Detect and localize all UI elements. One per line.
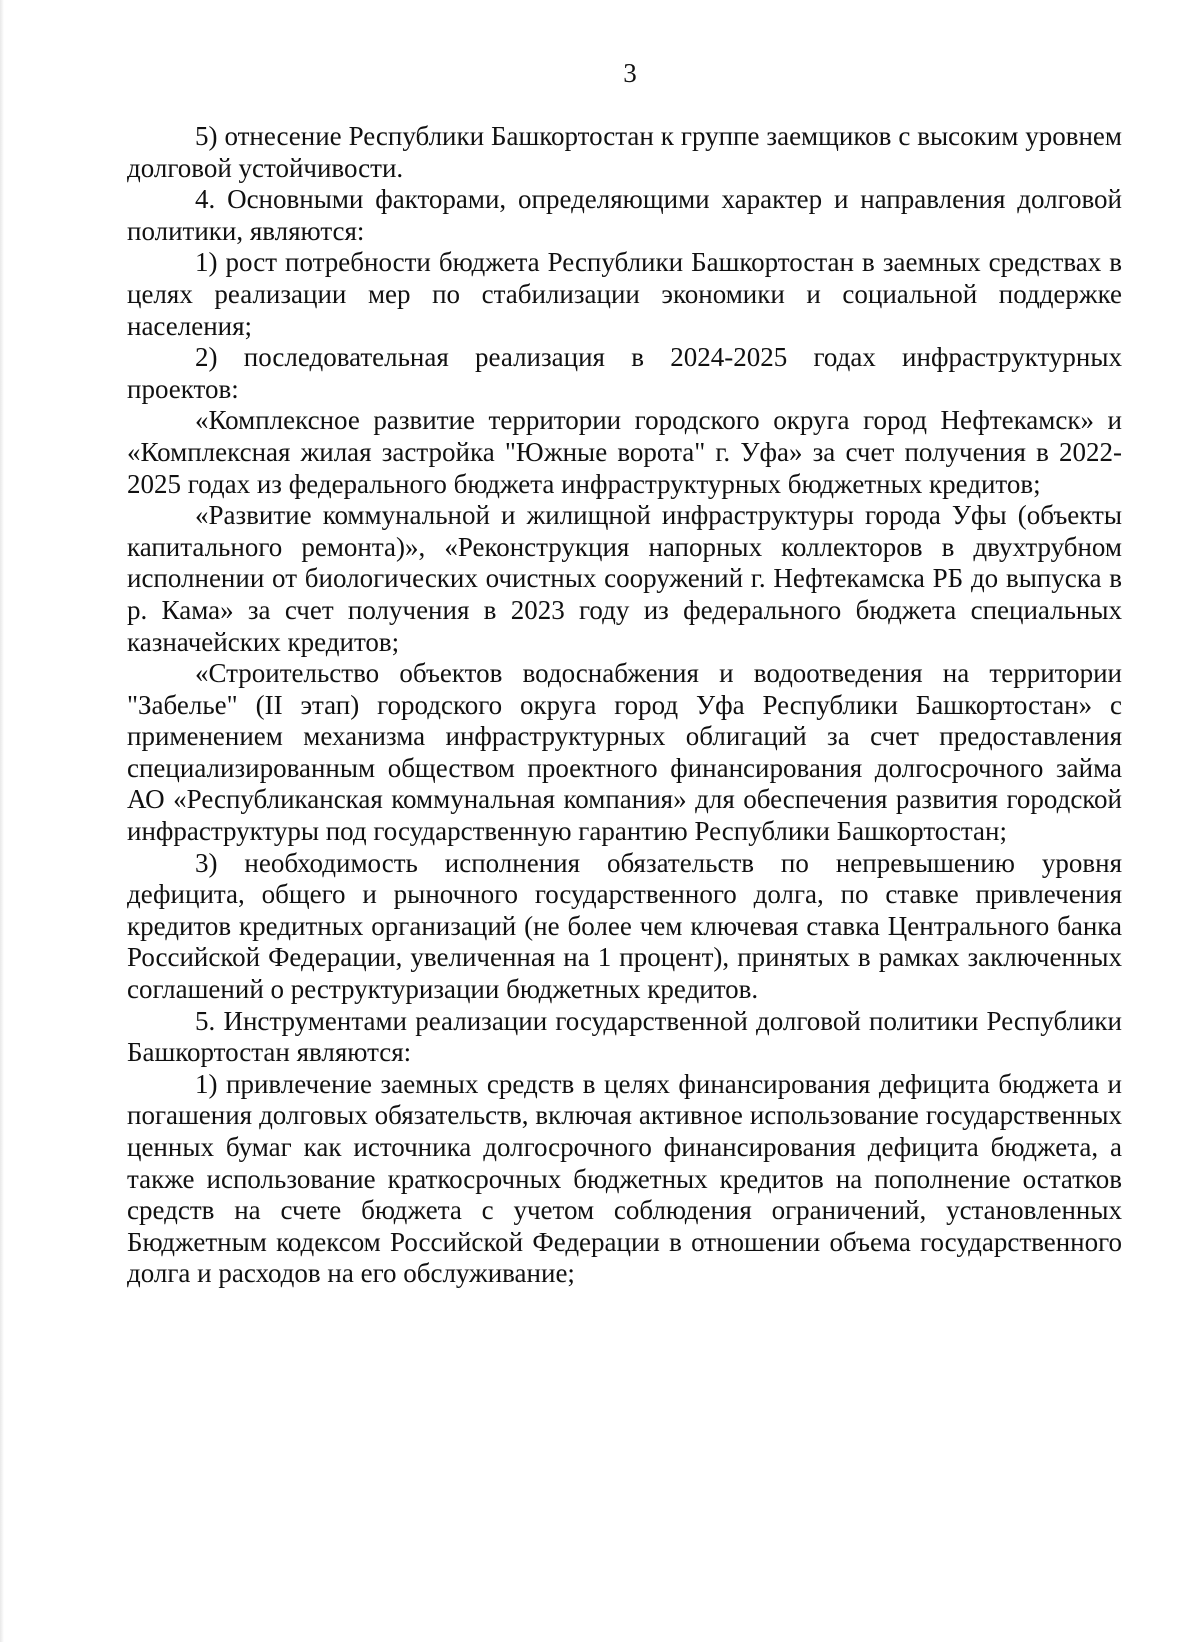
paragraph-project-neftekamsk: «Комплексное развитие территории городского округа город Нефтекамск» и «Комплексная жилая застройка "Южные ворота" г. Уфа» за счет получения в 2022-2025 годах из федерального бюджета инфраструктурных бюджетных кредитов;	[127, 405, 1122, 499]
paragraph-item-5-low-risk: 5) отнесение Республики Башкортостан к группе заемщиков с высоким уровнем долговой устойчивости.	[127, 121, 1122, 183]
paragraph-section-4: 4. Основными факторами, определяющими характер и направления долговой политики, являются:	[127, 184, 1122, 246]
paragraph-item-2-projects: 2) последовательная реализация в 2024-2025 годах инфраструктурных проектов:	[127, 342, 1122, 404]
document-body	[127, 121, 1122, 1290]
paragraph-item-1-budget-needs: 1) рост потребности бюджета Республики Башкортостан в заемных средствах в целях реализации мер по стабилизации экономики и социальной поддержке населения;	[127, 247, 1122, 341]
scan-edge	[0, 0, 4, 1642]
paragraph-section-5: 5. Инструментами реализации государственной долговой политики Республики Башкортостан являются:	[127, 1005, 1122, 1068]
paragraph-project-zabelye: «Строительство объектов водоснабжения и водоотведения на территории "Забелье" (II этап) городского округа город Уфа Республики Башкортостан» с применением механизма инфраструктурных облигаций за счет предоставления специализированным обществом проектного финансирования долгосрочного займа АО «Республиканская коммунальная компания» для обеспечения развития городской инфраструктуры под государственную гарантию Республики Башкортостан;	[127, 658, 1122, 847]
paragraph-project-ufa-utilities: «Развитие коммунальной и жилищной инфраструктуры города Уфы (объекты капитального ремонта)», «Реконструкция напорных коллекторов в двухтрубном исполнении от биологических очистных сооружений г. Нефтекамска РБ до выпуска в р. Кама» за счет получения в 2023 году из федерального бюджета специальных казначейских кредитов;	[127, 500, 1122, 657]
paragraph-item-1-borrowing: 1) привлечение заемных средств в целях финансирования дефицита бюджета и погашения долговых обязательств, включая активное использование государственных ценных бумаг как источника долгосрочного финансирования дефицита бюджета, а также использование краткосрочных бюджетных кредитов на пополнение остатков средств на счете бюджета с учетом соблюдения ограничений, установленных Бюджетным кодексом Российской Федерации в отношении объема государственного долга и расходов на его обслуживание;	[127, 1068, 1122, 1289]
paragraph-item-3-obligations: 3) необходимость исполнения обязательств по непревышению уровня дефицита, общего и рыночного государственного долга, по ставке привлечения кредитов кредитных организаций (не более чем ключевая ставка Центрального банка Российской Федерации, увеличенная на 1 процент), принятых в рамках заключенных соглашений о реструктуризации бюджетных кредитов.	[127, 847, 1122, 1005]
page-number: 3	[623, 58, 637, 88]
